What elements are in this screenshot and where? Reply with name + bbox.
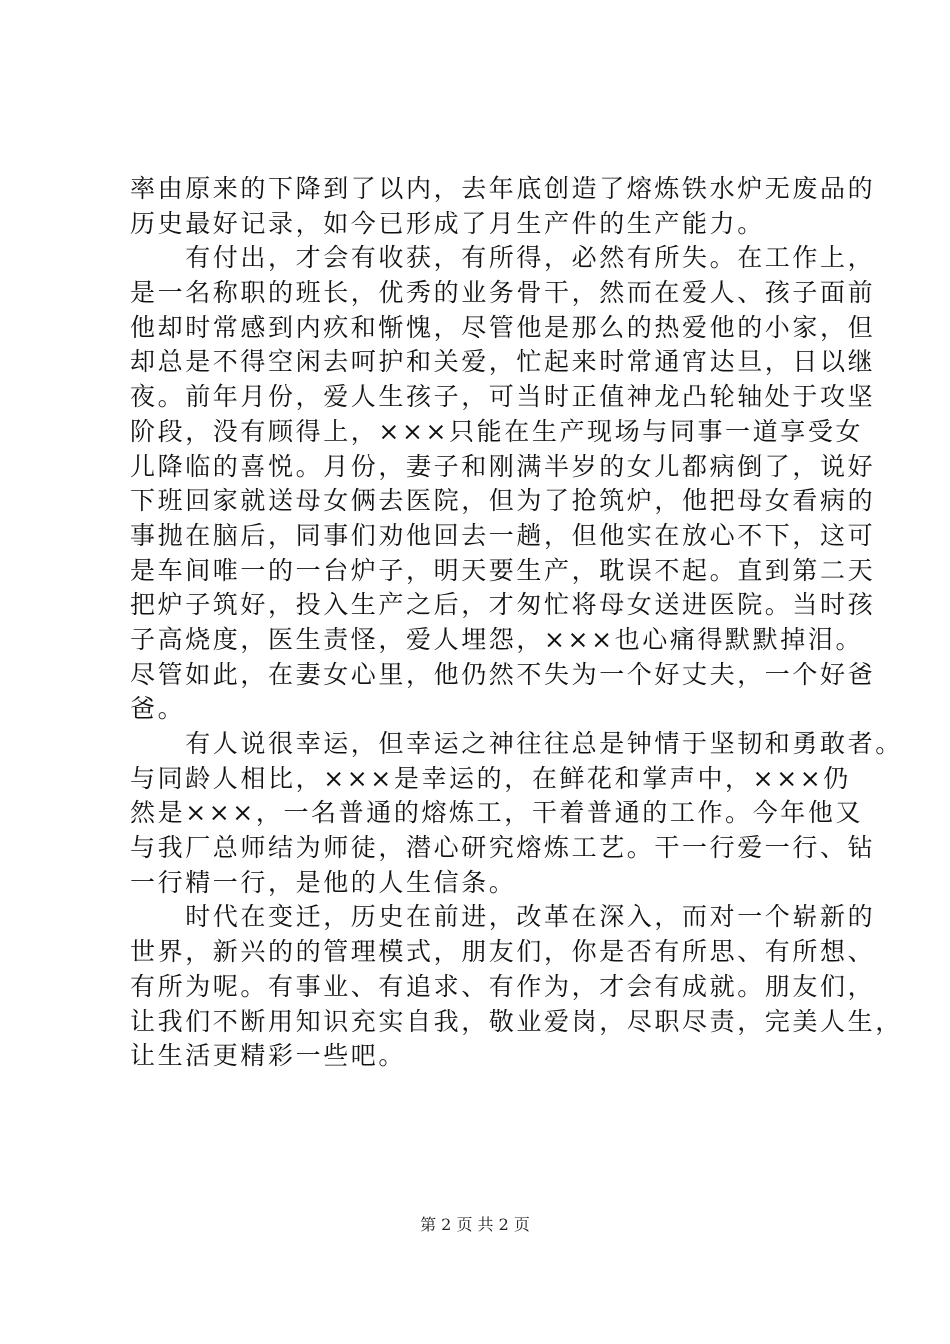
text-line: 有人说很幸运，但幸运之神往往总是钟情于坚韧和勇敢者。 [130,729,903,758]
text-line: 事抛在脑后，同事们劝他回去一趟，但他实在放心不下，这可 [130,520,876,550]
text-line: 爸。 [130,694,186,724]
text-line: 是车间唯一的一台炉子，明天要生产，耽误不起。直到第二天 [130,555,876,585]
text-line: 世界，新兴的的管理模式，朋友们，你是否有所思、有所想、 [130,937,876,967]
text-line: 有所为呢。有事业、有追求、有作为，才会有成就。朋友们， [130,971,876,1001]
text-line: 夜。前年月份，爱人生孩子，可当时正值神龙凸轮轴处于攻坚 [130,382,876,412]
text-line: 把炉子筑好，投入生产之后，才匆忙将母女送进医院。当时孩 [130,590,876,620]
text-line: 子高烧度，医生责怪，爱人埋怨，×××也心痛得默默掉泪。 [130,624,864,654]
text-line: 让生活更精彩一些吧。 [130,1041,407,1071]
text-line: 儿降临的喜悦。月份，妻子和刚满半岁的女儿都病倒了，说好 [130,451,876,481]
text-line: 与同龄人相比，×××是幸运的，在鲜花和掌声中，×××仍 [130,763,851,793]
text-line: 率由原来的下降到了以内，去年底创造了熔炼铁水炉无废品的 [130,174,876,203]
text-line: 然是×××，一名普通的熔炼工，干着普通的工作。今年他又 [130,798,864,828]
text-line: 下班回家就送母女俩去医院，但为了抢筑炉，他把母女看病的 [130,486,876,516]
text-line: 与我厂总师结为师徒，潜心研究熔炼工艺。干一行爱一行、钻 [130,833,876,863]
text-line: 一行精一行，是他的人生信条。 [130,867,517,897]
text-line: 尽管如此，在妻女心里，他仍然不失为一个好丈夫，一个好爸 [130,659,876,689]
text-line: 阶段，没有顾得上，×××只能在生产现场与同事一道享受女 [130,416,864,446]
text-line: 有付出，才会有收获，有所得，必然有所失。在工作上， [130,243,876,273]
text-line: 让我们不断用知识充实自我，敬业爱岗，尽职尽责，完美人生， [130,1006,903,1036]
text-line: 时代在变迁，历史在前进，改革在深入，而对一个崭新的 [130,902,876,932]
text-line: 他却时常感到内疚和惭愧，尽管他是那么的热爱他的小家，但 [130,312,876,342]
text-line: 是一名称职的班长，优秀的业务骨干，然而在爱人、孩子面前 [130,278,876,308]
body-text [130,172,903,1074]
text-line: 历史最好记录，如今已形成了月生产件的生产能力。 [130,208,765,238]
page-number-footer: 第 2 页 共 2 页 [420,1215,530,1234]
text-line: 却总是不得空闲去呵护和关爱，忙起来时常通宵达旦，日以继 [130,347,876,377]
